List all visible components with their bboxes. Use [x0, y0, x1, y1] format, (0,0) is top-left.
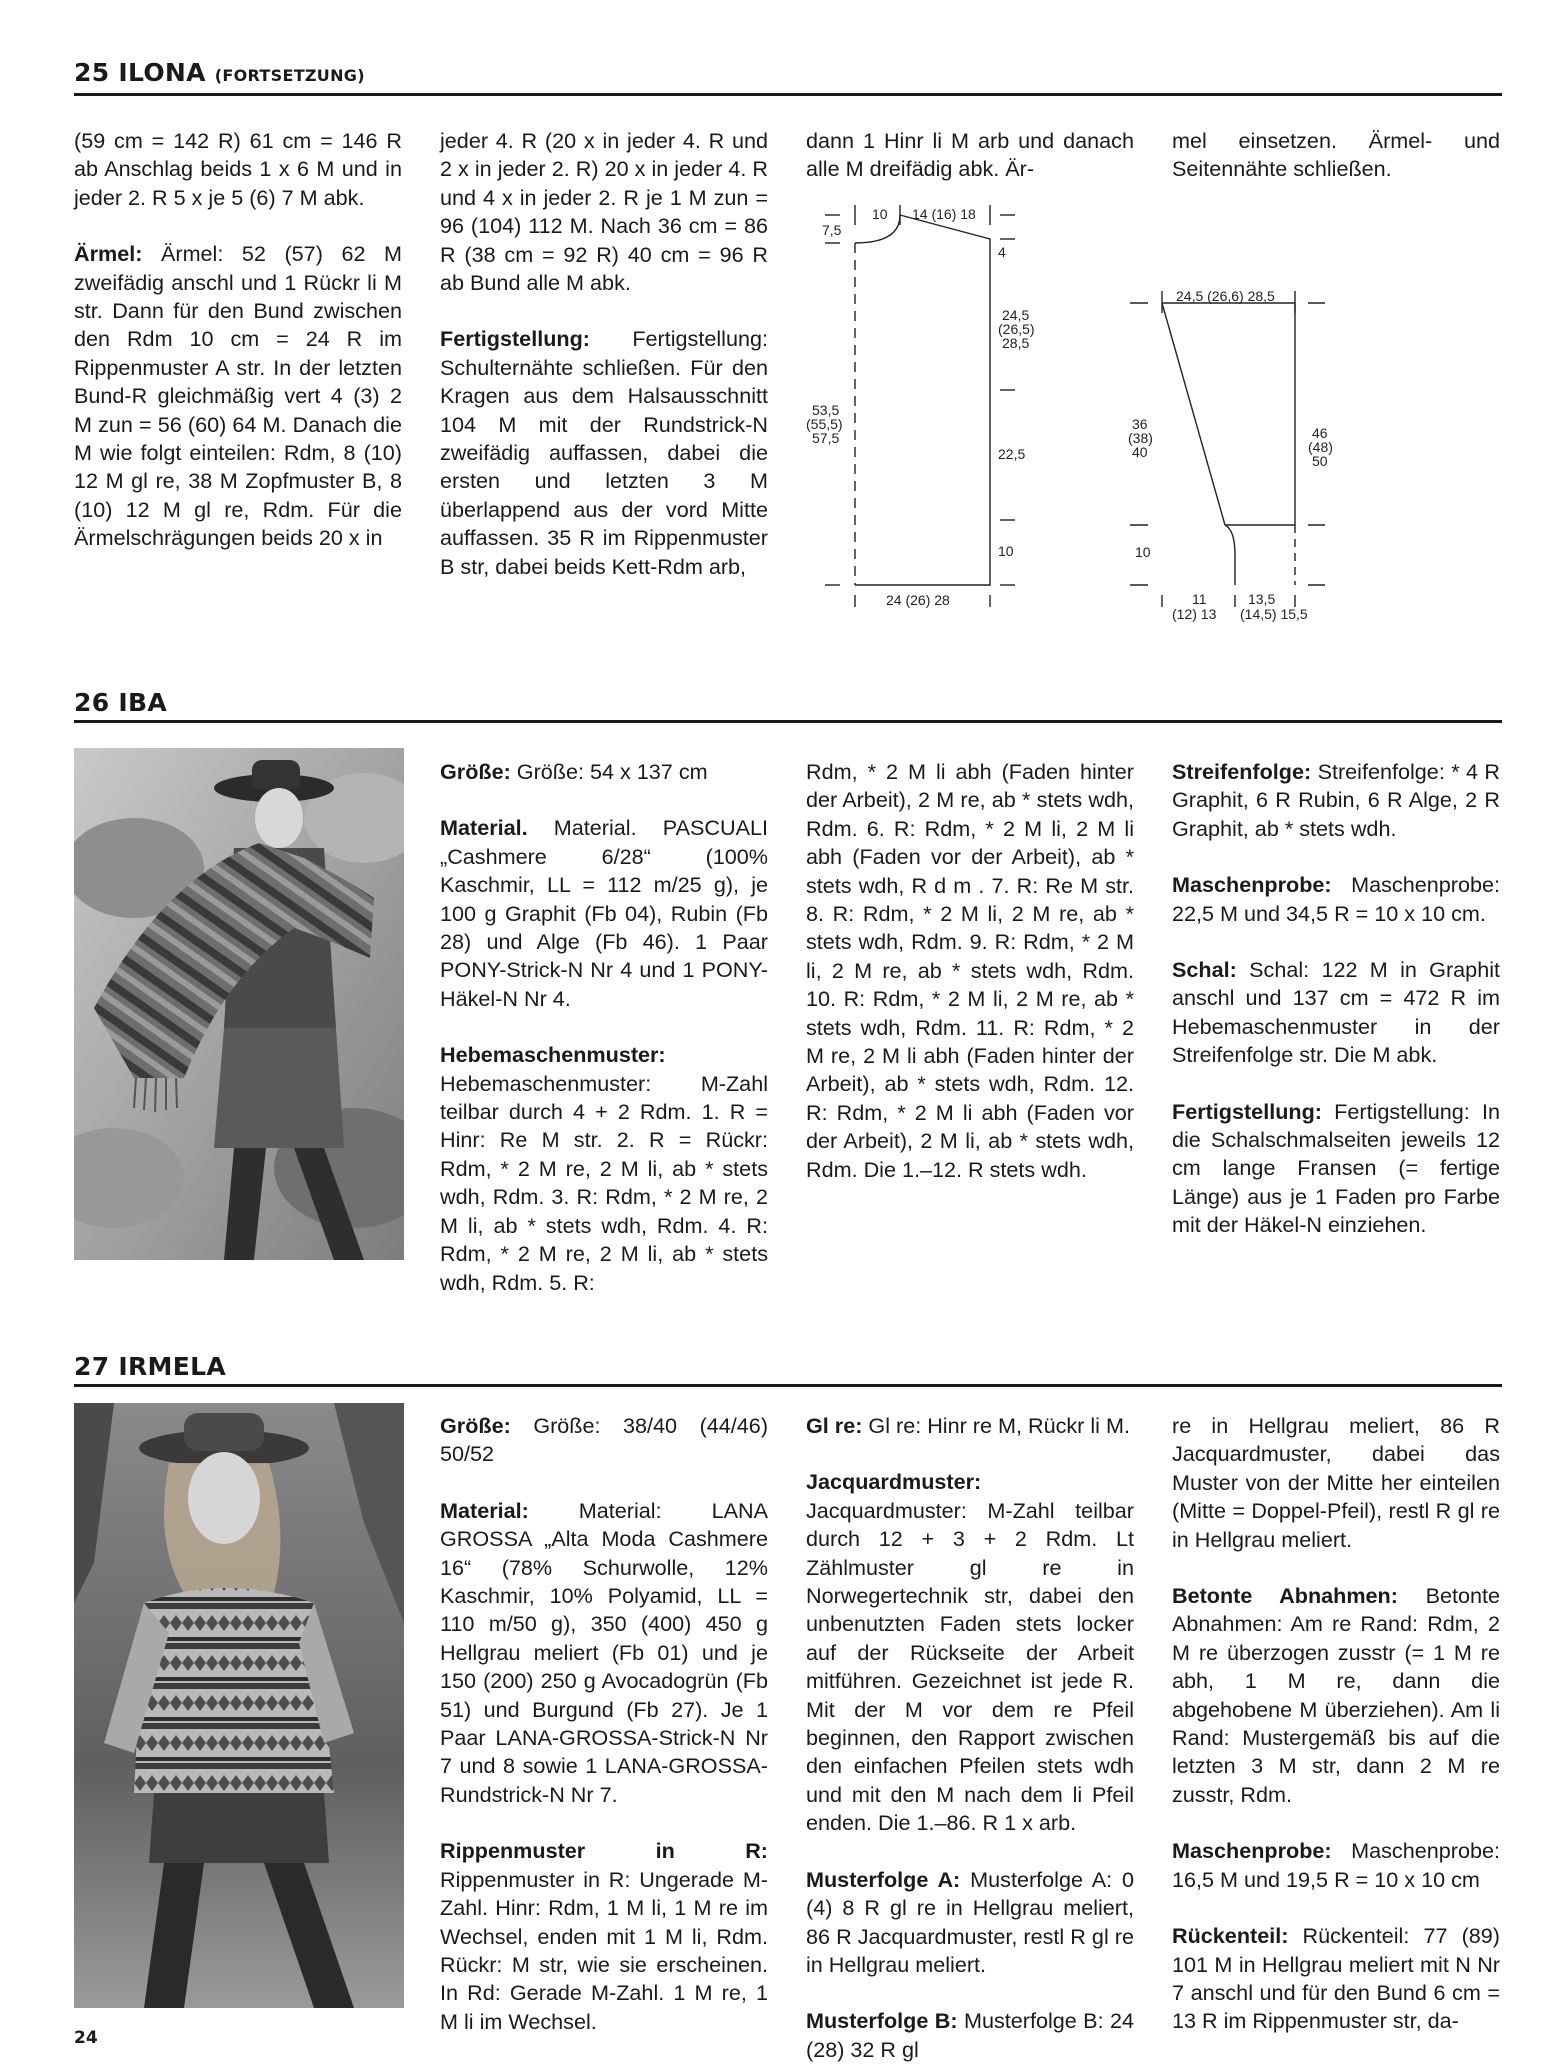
label-armhole-3: 28,5 — [1002, 335, 1030, 351]
label-sleeve-top: 24,5 (26,6) 28,5 — [1176, 288, 1275, 304]
ilona-column-4 — [1172, 127, 1500, 184]
irmela-column-3 — [806, 1412, 1134, 2064]
section-header-27 — [74, 1352, 1502, 1387]
label-total-3: 57,5 — [812, 430, 840, 446]
paragraph: Rdm, * 2 M li abh (Faden hinter der Arbeit), 2 M re, ab * stets wdh, Rdm. 6. R: Rdm, * 2 M li, 2 M li abh (Faden vor der Arbeit), ab * stets wdh, R d m . 7. R: Re M str. 8. R: Rdm, * 2 M li, 2 M re, ab * stets wdh, Rdm. 9. R: Rdm, * 2 M li, 2 M re, ab * stets wdh, Rdm. 10. R: Rdm, * 2 M li, 2 M re, ab * stets wdh, Rdm. 11. R: Rdm, * 2 M re, 2 M li abh (Faden hinter der Arbeit), ab * stets wdh, Rdm. 12. R: Rdm, * 2 M li abh (Faden vor der Arbeit), 2 M li, ab * stets wdh, Rdm. Die 1.–12. R stets wdh. — [806, 759, 1134, 1182]
label-neck-depth: 7,5 — [822, 222, 842, 238]
label-shoulder-width: 14 (16) 18 — [912, 206, 976, 222]
photo-sweater-model — [74, 1403, 404, 2008]
ilona-column-1 — [74, 127, 402, 553]
paragraph: Material: Material: LANA GROSSA „Alta Moda Cashmere 16“ (78% Schurwolle, 12% Kaschmir, 10% Polyamid, LL = 110 m/50 g), 350 (400) 450 g Hellgrau meliert (Fb 01) und je 150 (200) 250 g Avocadogrün (Fb 51) und Burgund (Fb 27). Je 1 Paar LANA-GROSSA-Strick-N Nr 7 und 8 sowie 1 LANA-GROSSA-Rundstrick-N Nr 7. — [440, 1497, 768, 1807]
paragraph: Betonte Abnahmen: Betonte Abnahmen: Am re Rand: Rdm, 2 M re überzogen zusstr (= 1 M re abh, 1 M re, dann die abgehobene M überziehen). Am li Rand: Mustergemäß bis auf die letzten 3 M str, dann 2 M re zusstr, Rdm. — [1172, 1583, 1501, 1807]
label-sleeve-bottom-b1: 13,5 — [1248, 591, 1276, 607]
iba-column-2 — [440, 758, 768, 1297]
paragraph: Streifenfolge: Streifenfolge: * 4 R Graphit, 6 R Rubin, 6 R Alge, 2 R Graphit, ab * stets wdh. — [1172, 759, 1501, 841]
paragraph: Musterfolge A: Musterfolge A: 0 (4) 8 R gl re in Hellgrau meliert, 86 R Jacquardmuster, restl R gl re in Hellgrau meliert. — [806, 1866, 1135, 1977]
section-title: 26 IBA — [74, 688, 167, 717]
iba-column-4 — [1172, 758, 1500, 1240]
label-shoulder-drop: 4 — [998, 244, 1006, 260]
label-sleeve-bottom-a1: 11 — [1192, 591, 1207, 607]
paragraph: Hebemaschenmuster: Hebemaschenmuster: M-Zahl teilbar durch 4 + 2 Rdm. 1. R = Hinr: Re M str. 2. R = Rückr: Rdm, * 2 M re, 2 M li, ab * stets wdh, Rdm. 3. R: Rdm, * 2 M re, 2 M li, ab * stets wdh, Rdm. 4. R: Rdm, * 2 M re, 2 M li, ab * stets wdh, Rdm. 5. R: — [440, 1042, 768, 1295]
label-sleeve-bottom-b2: (14,5) 15,5 — [1240, 606, 1308, 622]
paragraph: Ärmel: Ärmel: 52 (57) 62 M zweifädig anschl und 1 Rückr li M str. Dann für den Bund zwischen den Rdm 10 cm = 24 R im Rippenmuster A str. In der letzten Bund-R gleichmäßig vert 4 (3) 2 M zun = 56 (60) 64 M. Danach die M wie folgt einteilen: Rdm, 8 (10) 12 M gl re, 38 M Zopfmuster B, 8 (10) 12 M gl re, Rdm. Für die Ärmelschrägungen beids 20 x in — [74, 241, 403, 551]
paragraph: Fertigstellung: Fertigstellung: Schulternähte schließen. Für den Kragen aus dem Halsausschnitt 104 M mit der Rundstrick-N zweifädig auffassen, dabei die ersten und letzten 3 M überlappend aus der vord Mitte auffassen. 35 R im Rippenmuster B str, dabei beids Kett-Rdm arb, — [440, 326, 768, 579]
ilona-column-2 — [440, 127, 768, 581]
paragraph: Rippenmuster in R: Rippenmuster in R: Ungerade M-Zahl. Hinr: Rdm, 1 M li, 1 M re im Wechsel, enden mit 1 M li, Rdm. Rückr: M str, wie sie erscheinen. In Rd: Gerade M-Zahl. 1 M re, 1 M li im Wechsel. — [440, 1838, 768, 2034]
label-sleeve-right-2: (48) — [1308, 439, 1333, 455]
section-subtitle: (FORTSETZUNG) — [214, 66, 365, 85]
label-sleeve-left-3: 40 — [1132, 444, 1148, 460]
label-sleeve-bottom-a2: (12) 13 — [1172, 606, 1217, 622]
label-armhole-1: 24,5 — [1002, 307, 1030, 323]
label-side: 22,5 — [998, 446, 1026, 462]
label-total-2: (55,5) — [806, 416, 843, 432]
paragraph: Gl re: Gl re: Hinr re M, Rückr li M. — [806, 1413, 1130, 1438]
body-schematic-diagram — [800, 195, 1040, 625]
label-neck-width: 10 — [872, 206, 888, 222]
paragraph: Größe: Größe: 54 x 137 cm — [440, 759, 708, 784]
paragraph: Größe: Größe: 38/40 (44/46) 50/52 — [440, 1413, 769, 1467]
irmela-column-2 — [440, 1412, 768, 2036]
photo-scarf-model — [74, 748, 404, 1260]
label-rib: 10 — [998, 543, 1014, 559]
section-header-25 — [74, 58, 1502, 96]
label-total-1: 53,5 — [812, 402, 840, 418]
label-sleeve-right-1: 46 — [1312, 425, 1328, 441]
paragraph: Material. Material. PASCUALI „Cashmere 6/28“ (100% Kaschmir, LL = 112 m/25 g), je 100 g Graphit (Fb 04), Rubin (Fb 28) und Alge (Fb 46). 1 Paar PONY-Strick-N Nr 4 und 1 PONY-Häkel-N Nr 4. — [440, 815, 768, 1011]
paragraph: Maschenprobe: Maschenprobe: 22,5 M und 34,5 R = 10 x 10 cm. — [1172, 872, 1500, 926]
section-header-26 — [74, 688, 1502, 723]
paragraph: Musterfolge B: Musterfolge B: 24 (28) 32 R gl — [806, 2008, 1135, 2062]
paragraph: Maschenprobe: Maschenprobe: 16,5 M und 19,5 R = 10 x 10 cm — [1172, 1838, 1500, 1892]
sleeve-schematic-diagram — [1100, 285, 1350, 630]
paragraph: dann 1 Hinr li M arb und danach alle M dreifädig abk. Är- — [806, 128, 1134, 182]
paragraph: Fertigstellung: Fertigstellung: In die Schalschmalseiten jeweils 12 cm lange Fransen (= fertige Länge) aus je 1 Faden pro Farbe mit der Häkel-N einziehen. — [1172, 1098, 1501, 1238]
ilona-column-3 — [806, 127, 1134, 184]
paragraph: Jacquardmuster: Jacquardmuster: M-Zahl teilbar durch 12 + 3 + 2 Rdm. Lt Zählmuster gl re in Norwegertechnik str, dabei den unbenutzten Faden stets locker auf der Rückseite der Arbeit mitführen. Gezeichnet ist jede R. Mit der M vor dem re Pfeil beginnen, den Rapport zwischen den einfachen Pfeilen stets wdh und mit den M nach dem li Pfeil enden. Die 1.–86. R 1 x arb. — [806, 1469, 1134, 1836]
section-title: 27 IRMELA — [74, 1352, 226, 1381]
paragraph: jeder 4. R (20 x in jeder 4. R und 2 x in jeder 2. R) 20 x in jeder 4. R und 4 x in jeder 2. R je 1 M zun = 96 (104) 112 M. Nach 36 cm = 86 R (38 cm = 92 R) 40 cm = 96 R ab Bund alle M abk. — [440, 128, 768, 296]
paragraph: Schal: Schal: 122 M in Graphit anschl und 137 cm = 472 R im Hebemaschenmuster in der Streifenfolge str. Die M abk. — [1172, 957, 1500, 1068]
label-armhole-2: (26,5) — [998, 321, 1035, 337]
paragraph: (59 cm = 142 R) 61 cm = 146 R ab Anschlag beids 1 x 6 M und in jeder 2. R 5 x je 5 (6) 7 M abk. — [74, 128, 402, 210]
irmela-column-4 — [1172, 1412, 1500, 2036]
paragraph: mel einsetzen. Ärmel- und Seitennähte schließen. — [1172, 128, 1500, 182]
iba-column-3 — [806, 758, 1134, 1184]
paragraph: Rückenteil: Rückenteil: 77 (89) 101 M in Hellgrau meliert mit N Nr 7 anschl und für den Bund 6 cm = 13 R im Rippenmuster str, da- — [1172, 1923, 1500, 2034]
section-title: 25 ILONA — [74, 58, 206, 87]
page-number: 24 — [74, 2028, 98, 2048]
label-sleeve-left-1: 36 — [1132, 416, 1148, 432]
paragraph: re in Hellgrau meliert, 86 R Jacquardmuster, dabei das Muster von der Mitte her einteilen (Mitte = Doppel-Pfeil), restl R gl re in Hellgrau meliert. — [1172, 1413, 1500, 1552]
label-sleeve-left-2: (38) — [1128, 430, 1153, 446]
label-width: 24 (26) 28 — [886, 592, 950, 608]
label-sleeve-right-3: 50 — [1312, 453, 1328, 469]
label-sleeve-cuff: 10 — [1135, 544, 1151, 560]
